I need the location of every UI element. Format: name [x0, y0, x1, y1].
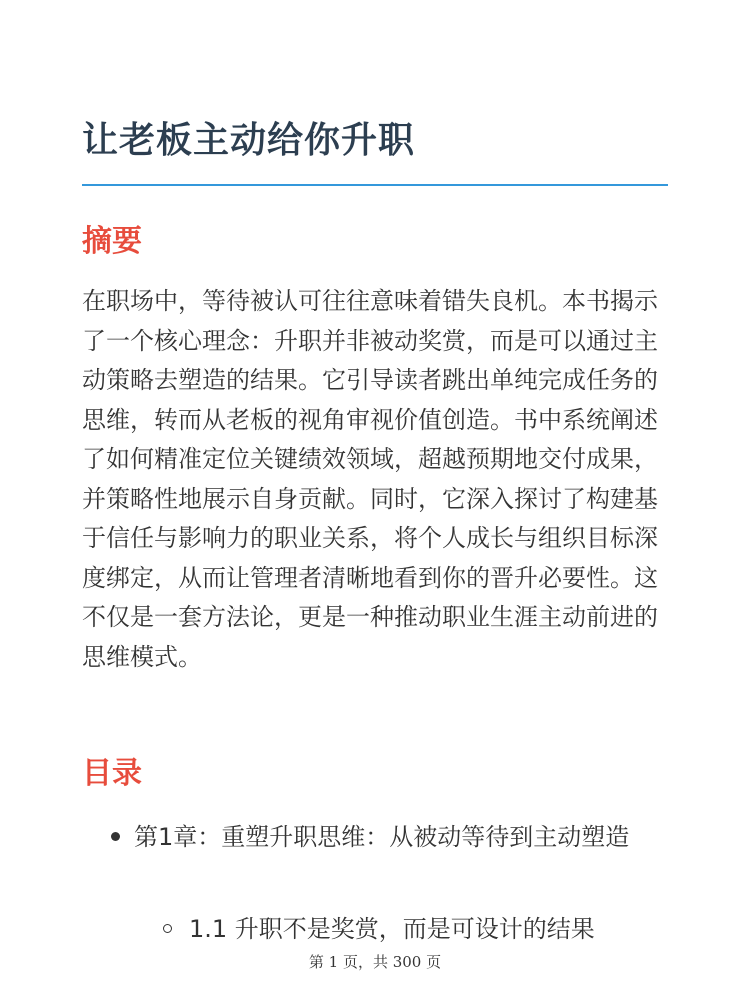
summary-paragraph: 在职场中，等待被认可往往意味着错失良机。本书揭示了一个核心理念：升职并非被动奖赏，而是可以通过主动策略去塑造的结果。它引导读者跳出单纯完成任务的思维，转而从老板的视角审视价值创造。书中系统阐述了如何精准定位关键绩效领域，超越预期地交付成果，并策略性地展示自身贡献。同时，它深入探讨了构建基于信任与影响力的职业关系，将个人成长与组织目标深度绑定，从而让管理者清晰地看到你的晋升必要性。这不仅是一套方法论，更是一种推动职业生涯主动前进的思维模式。 [82, 287, 658, 671]
toc-section-1-1[interactable]: 1.1 升职不是奖赏，而是可设计的结果 [189, 915, 595, 943]
summary-heading: 摘要 [82, 224, 142, 259]
section-bullet-icon [163, 924, 172, 933]
title-divider [82, 184, 668, 186]
page-number-footer: 第 1 页，共 300 页 [308, 953, 442, 971]
chapter-bullet-icon [111, 832, 120, 841]
toc-chapter-1[interactable]: 第1章：重塑升职思维：从被动等待到主动塑造 [134, 823, 630, 851]
book-title: 让老板主动给你升职 [82, 120, 416, 161]
toc-heading: 目录 [82, 756, 142, 791]
